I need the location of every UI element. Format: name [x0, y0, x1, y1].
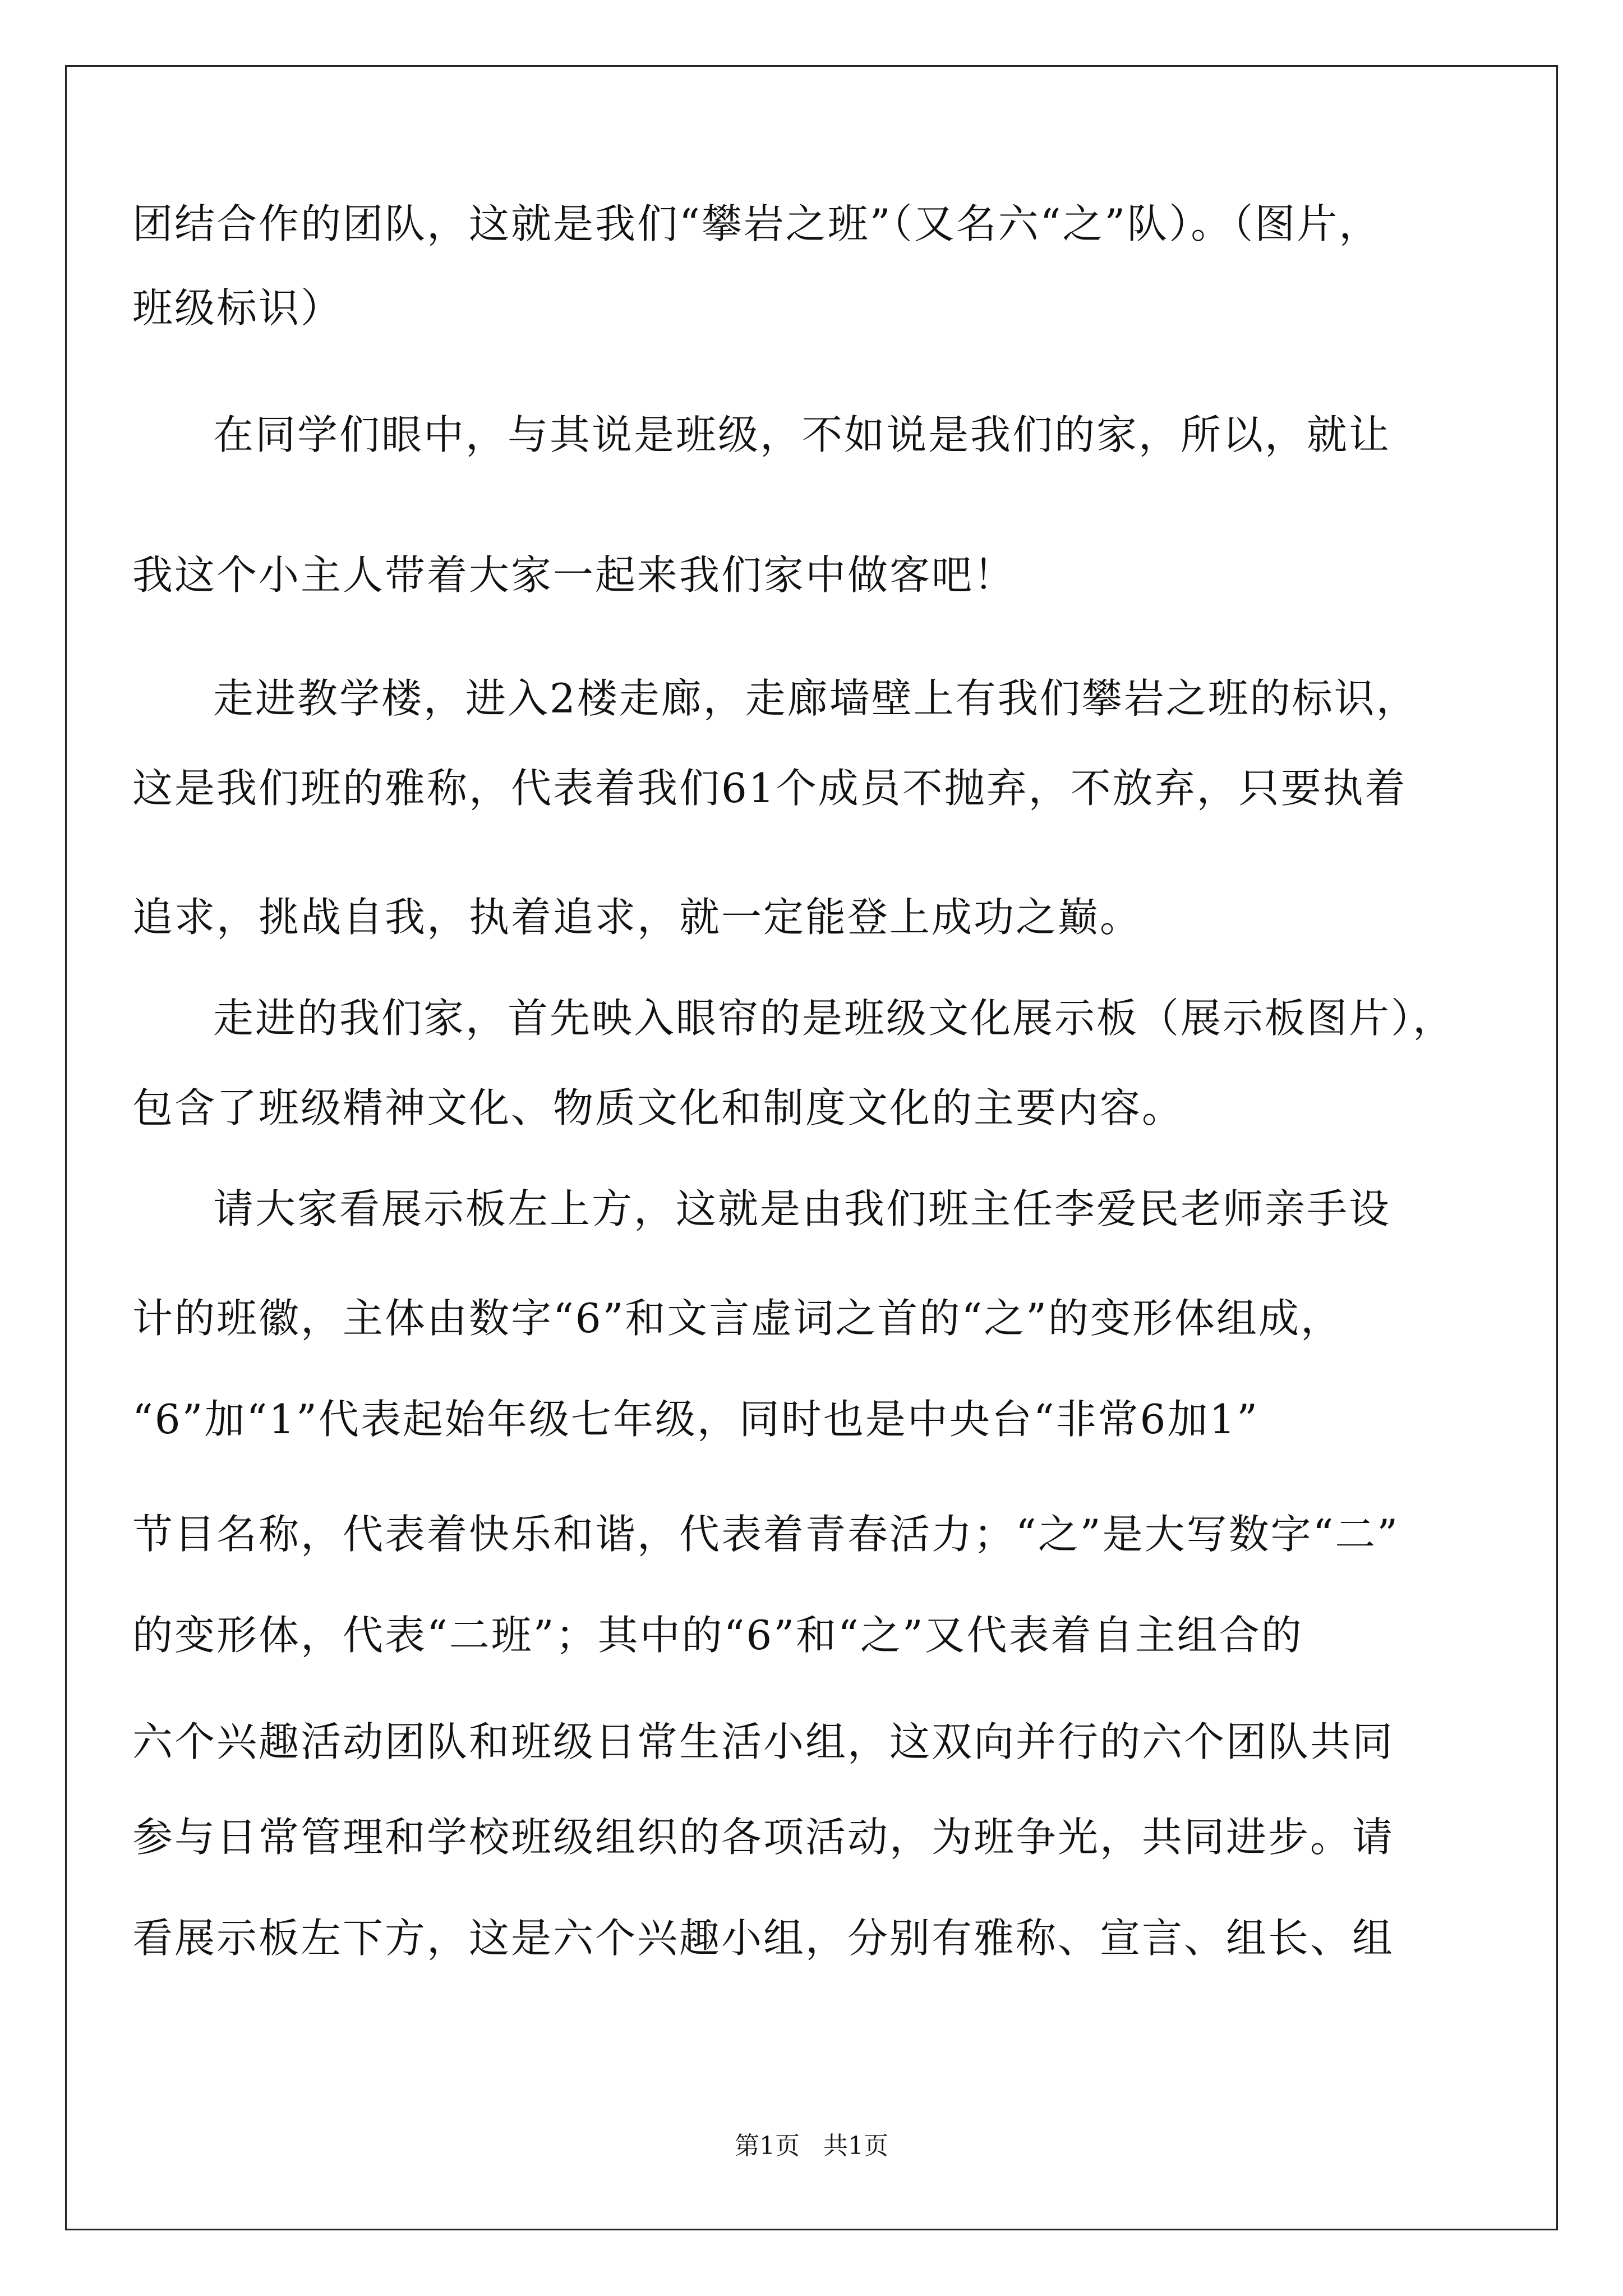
text-line: 节目名称，代表着快乐和谐，代表着青春活力；“之”是大写数字“二”	[132, 1511, 1400, 1558]
text-line: 班级标识）	[132, 284, 343, 332]
text-line: 追求，挑战自我，执着追求，就一定能登上成功之巅。	[132, 894, 1142, 941]
text-line: “6”加“1”代表起始年级七年级，同时也是中央台“非常6加1”	[132, 1396, 1260, 1443]
text-line: 包含了班级精神文化、物质文化和制度文化的主要内容。	[132, 1084, 1184, 1131]
paragraph-start-line: 走进教学楼，进入2楼走廊，走廊墙壁上有我们攀岩之班的标识，	[213, 675, 1418, 722]
text-line: 六个兴趣活动团队和班级日常生活小组，这双向并行的六个团队共同	[132, 1718, 1395, 1765]
text-line: 我这个小主人带着大家一起来我们家中做客吧！	[132, 551, 1016, 599]
paragraph-start-line: 走进的我们家，首先映入眼帘的是班级文化展示板（展示板图片），	[213, 995, 1455, 1042]
text-line: 这是我们班的雅称，代表着我们61个成员不抛弃，不放弃，只要执着	[132, 765, 1407, 812]
page-number-footer: 第1页 共1页	[735, 2132, 888, 2160]
paragraph-start-line: 在同学们眼中，与其说是班级，不如说是我们的家，所以，就让	[213, 411, 1391, 458]
text-line: 的变形体，代表“二班”；其中的“6”和“之”又代表着自主组合的	[132, 1612, 1303, 1659]
paragraph-start-line: 请大家看展示板左上方，这就是由我们班主任李爱民老师亲手设	[213, 1185, 1391, 1232]
text-line: 团结合作的团队，这就是我们“攀岩之班”（又名六“之”队）。（图片，	[132, 200, 1381, 247]
text-line: 看展示板左下方，这是六个兴趣小组，分别有雅称、宣言、组长、组	[132, 1915, 1395, 1962]
text-line: 计的班徽，主体由数字“6”和文言虚词之首的“之”的变形体组成，	[132, 1295, 1343, 1342]
text-line: 参与日常管理和学校班级组织的各项活动，为班争光，共同进步。请	[132, 1814, 1395, 1861]
